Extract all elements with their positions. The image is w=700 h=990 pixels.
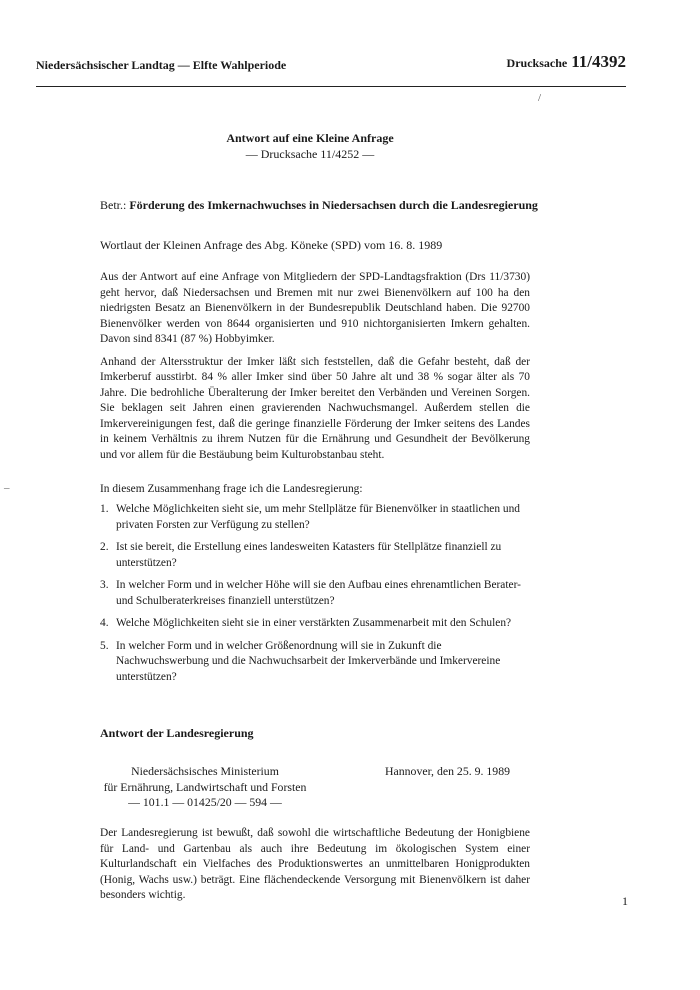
ministry-file-number: — 101.1 — 01425/20 — 594 — [128, 795, 282, 809]
question-number: 1. [100, 503, 109, 515]
paragraph: Anhand der Altersstruktur der Imker läßt sich feststellen, daß die Gefahr besteht, daß der Imkerberuf ausstirbt. 84 % aller Imker sind über 50 Jahre alt und 38 % sogar älter als 70 Jahre. Die bedrohliche Überalterung der Imker bereitet den Verbänden und Vereinen Sorgen. Sie beklagen seit Jahren einen gravierenden Nachwuchsmangel. Außerdem stellen die Imkervereinigungen fest, daß die geringe finanzielle Förderung der Imker seitens des Landes in keinem Verhältnis zu ihrem Nutzen für die Ernährung und Gesundheit der Bevölkerung und vor allem für die Bestäubung beim Kulturobstanbau steht. [100, 355, 530, 461]
paragraph: Aus der Antwort auf eine Anfrage von Mitgliedern der SPD-Landtagsfraktion (Drs 11/3730) geht hervor, daß Niedersachsen und Bremen mit nur zwei Bienenvölkern auf 100 ha den niedrigsten Besatz an Bienenvölkern in der Bundesrepublik Deutschland haben. Die 92700 Bienenvölker werden von 8644 organisierten und 910 nichtorganisierten Imkern gehalten. Davon sind 8341 (87 %) Hobbyimker. [100, 271, 530, 345]
inquiry-body [100, 270, 530, 470]
answer-heading: Antwort der Landesregierung [100, 726, 254, 740]
title-line: Antwort auf eine Kleine Anfrage [226, 131, 394, 145]
question-number: 2. [100, 541, 109, 553]
header-rule [36, 86, 626, 87]
question-text: In welcher Form und in welcher Größenordnung will sie in Zukunft die Nachwuchswerbung und die Nachwuchsarbeit der Imkerverbände und Imkervereine unterstützen? [116, 639, 501, 683]
question-text: In welcher Form und in welcher Höhe will sie den Aufbau eines ehrenamtlichen Berater- und Schulberaterkreises finanziell unterstützen? [116, 579, 521, 607]
question-item [100, 639, 530, 686]
document-title [0, 130, 620, 162]
reference-line: — Drucksache 11/4252 — [245, 147, 375, 161]
place-date: Hannover, den 25. 9. 1989 [385, 764, 511, 778]
question-item [100, 540, 530, 571]
subject-text: Förderung des Imkernachwuchses in Niedersachsen durch die Landesregierung [129, 198, 538, 212]
document-number-value: 11/4392 [571, 52, 626, 71]
ministry-line: Niedersächsisches Ministerium [131, 764, 279, 778]
question-item [100, 578, 530, 609]
ministry-block [100, 764, 310, 811]
ministry-line: für Ernährung, Landwirtschaft und Forsten [103, 779, 307, 794]
questions-list [100, 502, 530, 692]
question-item [100, 502, 530, 533]
subject-prefix: Betr.: [100, 198, 127, 212]
parliament-name: Niedersächsischer Landtag — Elfte Wahlperiode [36, 58, 287, 72]
scan-mark: / [538, 92, 542, 104]
question-text: Welche Möglichkeiten sieht sie in einer verstärkten Zusammenarbeit mit den Schulen? [116, 617, 512, 629]
questions-intro: In diesem Zusammenhang frage ich die Landesregierung: [100, 483, 363, 495]
answer-text: Der Landesregierung ist bewußt, daß sowohl die wirtschaftliche Bedeutung der Honigbiene für Land- und Gartenbau als auch ihre Bedeutung im ökologischen System einer Kulturlandschaft ein Vielfaches des Produktionswertes an unmittelbaren Honigprodukten (Honig, Wachs usw.) beträgt. Eine flächendeckende Versorgung mit Bienenvölkern ist daher besonders wichtig. [100, 827, 530, 901]
page-number: 1 [622, 894, 628, 908]
subject-line [100, 198, 540, 213]
question-text: Ist sie bereit, die Erstellung eines landesweiten Katasters für Stellplätze finanziell zu unterstützen? [116, 541, 502, 569]
document-number-label: Drucksache [506, 56, 568, 70]
document-number [507, 52, 626, 72]
question-number: 3. [100, 579, 109, 591]
question-number: 5. [100, 639, 109, 652]
question-item [100, 616, 530, 632]
question-text: Welche Möglichkeiten sieht sie, um mehr Stellplätze für Bienenvölker in staatlichen und privaten Forsten zur Verfügung zu stellen? [116, 503, 520, 531]
inquiry-source: Wortlaut der Kleinen Anfrage des Abg. Köneke (SPD) vom 16. 8. 1989 [100, 238, 443, 252]
margin-mark: – [4, 482, 10, 494]
question-number: 4. [100, 617, 109, 629]
